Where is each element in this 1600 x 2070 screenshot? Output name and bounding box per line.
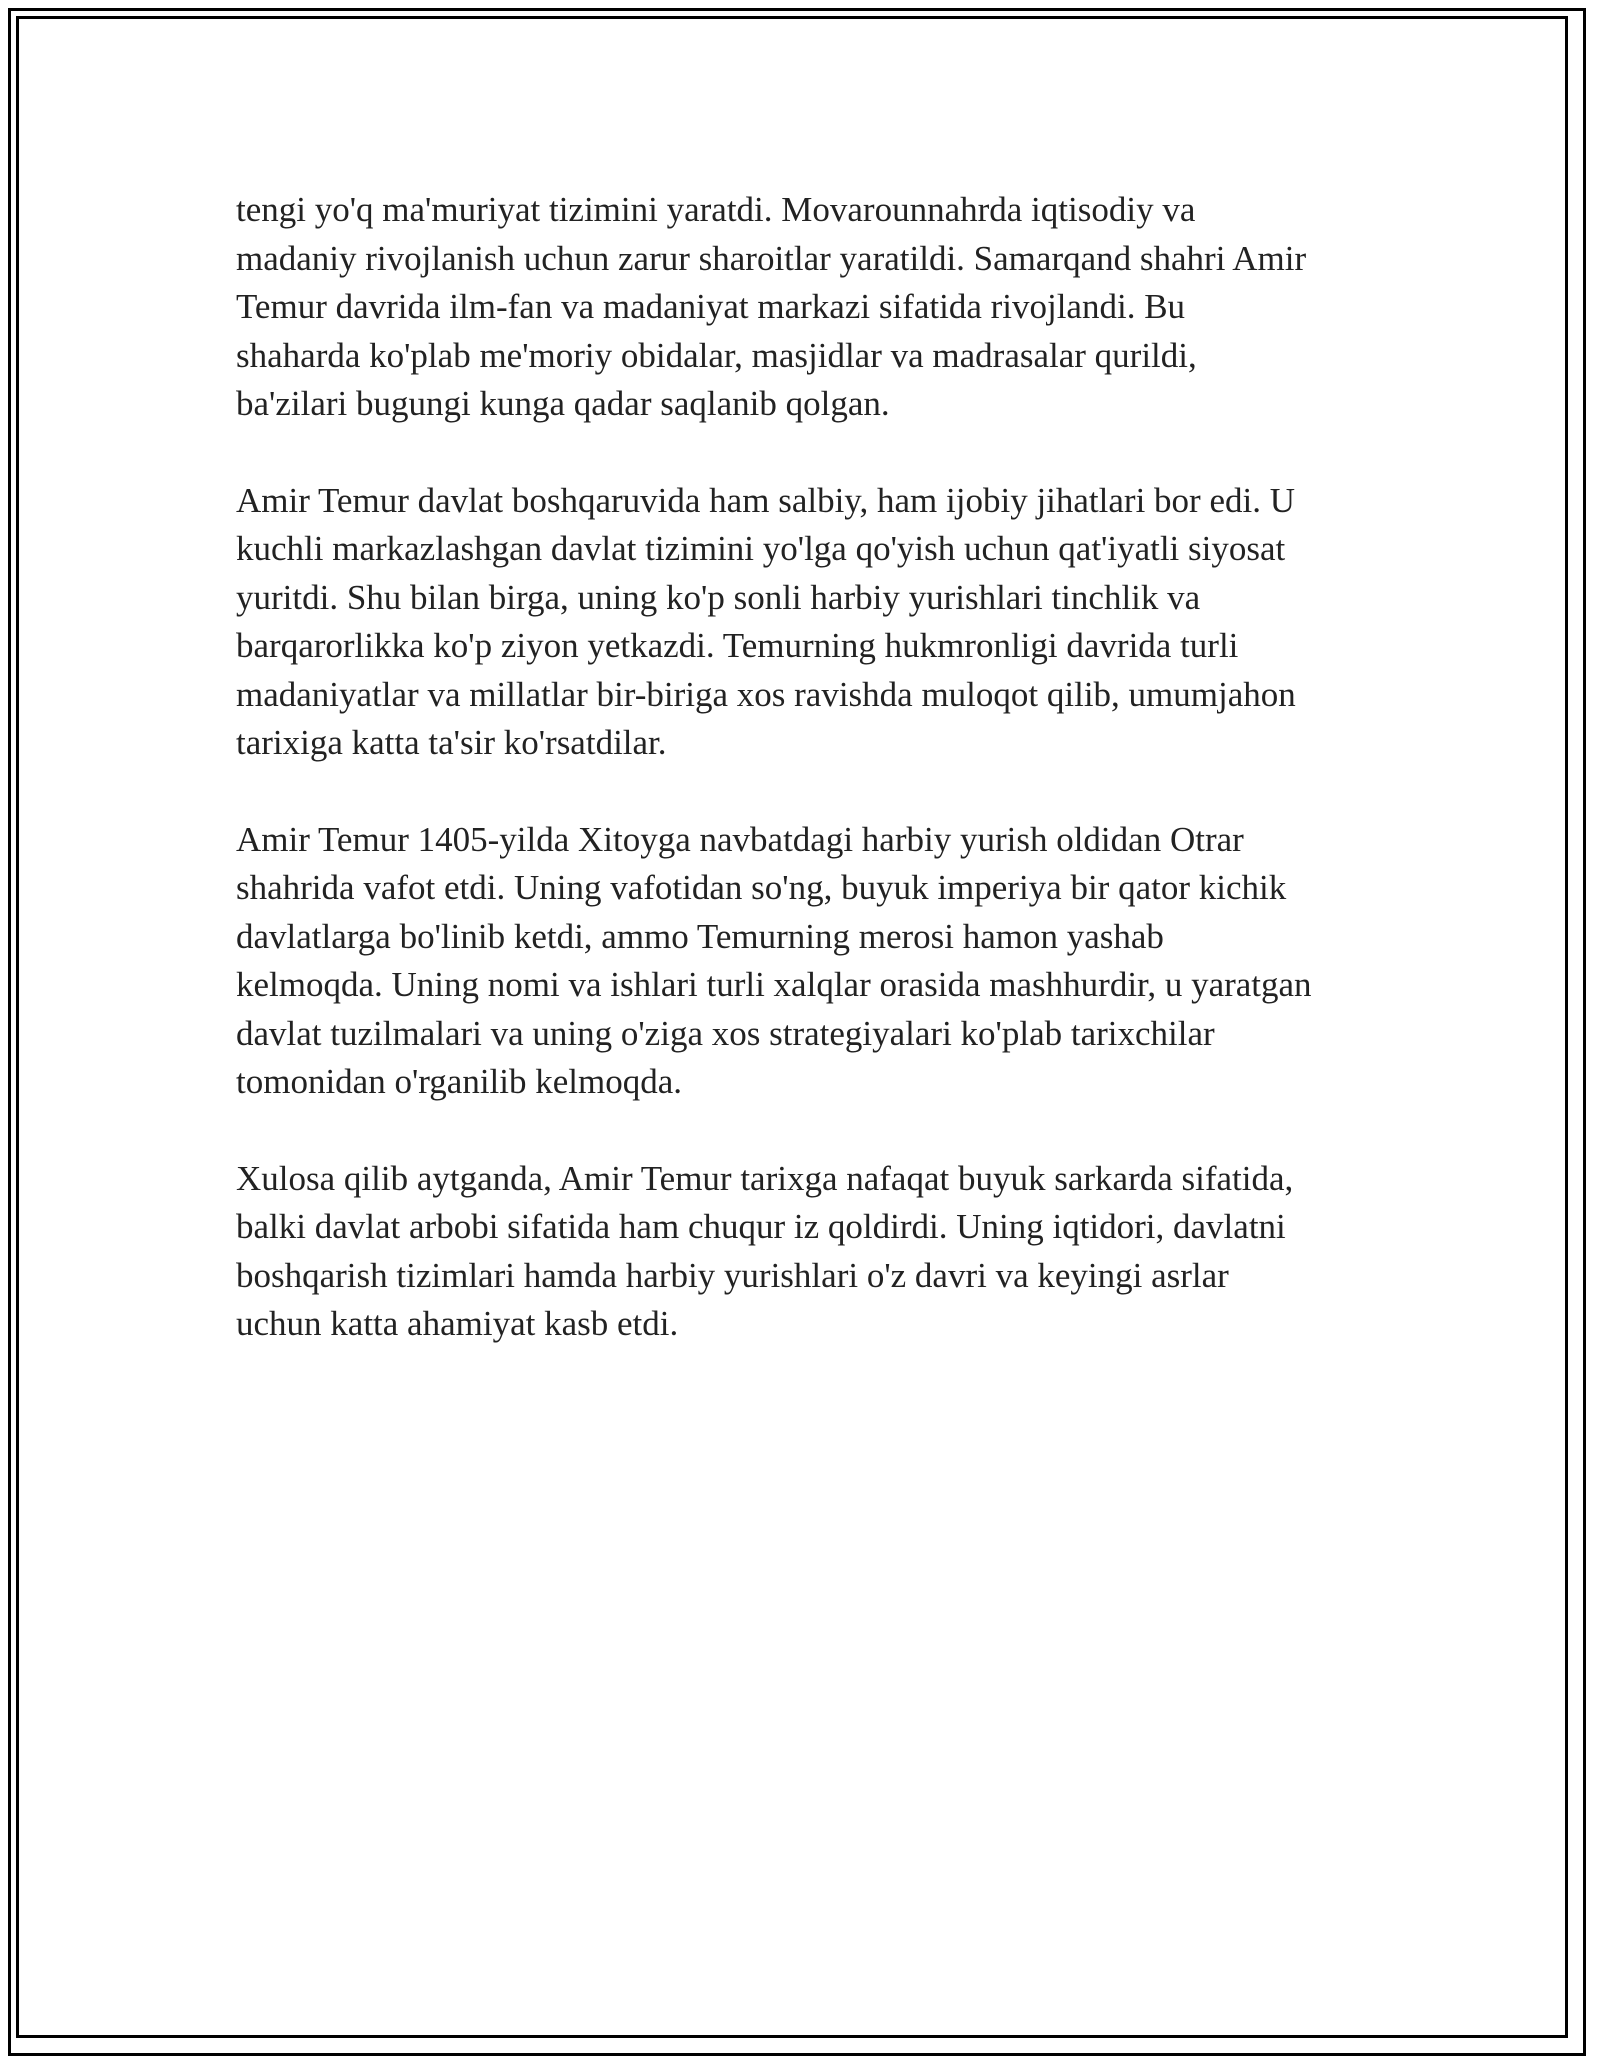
text-line: barqarorlikka ko'p ziyon yetkazdi. Temurning hukmronligi davrida turli (236, 626, 1239, 665)
text-line: yuritdi. Shu bilan birga, uning ko'p sonli harbiy yurishlari tinchlik va (236, 577, 1201, 617)
text-line: madaniy rivojlanish uchun zarur sharoitlar yaratildi. Samarqand shahri Amir (236, 238, 1307, 278)
text-line: madaniyatlar va millatlar bir-biriga xos ravishda muloqot qilib, umumjahon (236, 674, 1296, 714)
text-line: tengi yo'q ma'muriyat tizimini yaratdi. Movarounnahrda iqtisodiy va (236, 190, 1196, 229)
text-line: tomonidan o'rganilib kelmoqda. (236, 1062, 683, 1101)
text-line: boshqarish tizimlari hamda harbiy yurishlari o'z davri va keyingi asrlar (236, 1255, 1229, 1295)
text-line: kuchli markazlashgan davlat tizimini yo'lga qo'yish uchun qat'iyatli siyosat (236, 529, 1286, 568)
text-line: tarixiga katta ta'sir ko'rsatdilar. (236, 723, 667, 762)
paragraph-death-legacy (236, 816, 1372, 1107)
text-line: Xulosa qilib aytganda, Amir Temur tarixga nafaqat buyuk sarkarda sifatida, (236, 1158, 1294, 1198)
text-line: Amir Temur davlat boshqaruvida ham salbiy, ham ijobiy jihatlari bor edi. U (236, 480, 1295, 520)
document-body (236, 186, 1372, 1397)
text-line: davlatlarga bo'linib ketdi, ammo Temurning merosi hamon yashab (236, 916, 1164, 956)
text-line: shahrida vafot etdi. Uning vafotidan so'ng, buyuk imperiya bir qator kichik (236, 868, 1287, 907)
text-line: davlat tuzilmalari va uning o'ziga xos strategiyalari ko'plab tarixchilar (236, 1013, 1215, 1053)
paragraph-administration (236, 186, 1372, 429)
text-line: balki davlat arbobi sifatida ham chuqur iz qoldirdi. Uning iqtidori, davlatni (236, 1207, 1286, 1246)
paragraph-governance (236, 477, 1372, 768)
text-line: uchun katta ahamiyat kasb etdi. (236, 1304, 679, 1343)
text-line: kelmoqda. Uning nomi va ishlari turli xalqlar orasida mashhurdir, u yaratgan (236, 965, 1312, 1004)
text-line: shaharda ko'plab me'moriy obidalar, masjidlar va madrasalar qurildi, (236, 335, 1197, 375)
text-line: Temur davrida ilm-fan va madaniyat markazi sifatida rivojlandi. Bu (236, 287, 1186, 326)
text-line: Amir Temur 1405-yilda Xitoyga navbatdagi harbiy yurish oldidan Otrar (236, 819, 1244, 859)
text-line: ba'zilari bugungi kunga qadar saqlanib qolgan. (236, 384, 890, 423)
paragraph-conclusion (236, 1155, 1372, 1349)
